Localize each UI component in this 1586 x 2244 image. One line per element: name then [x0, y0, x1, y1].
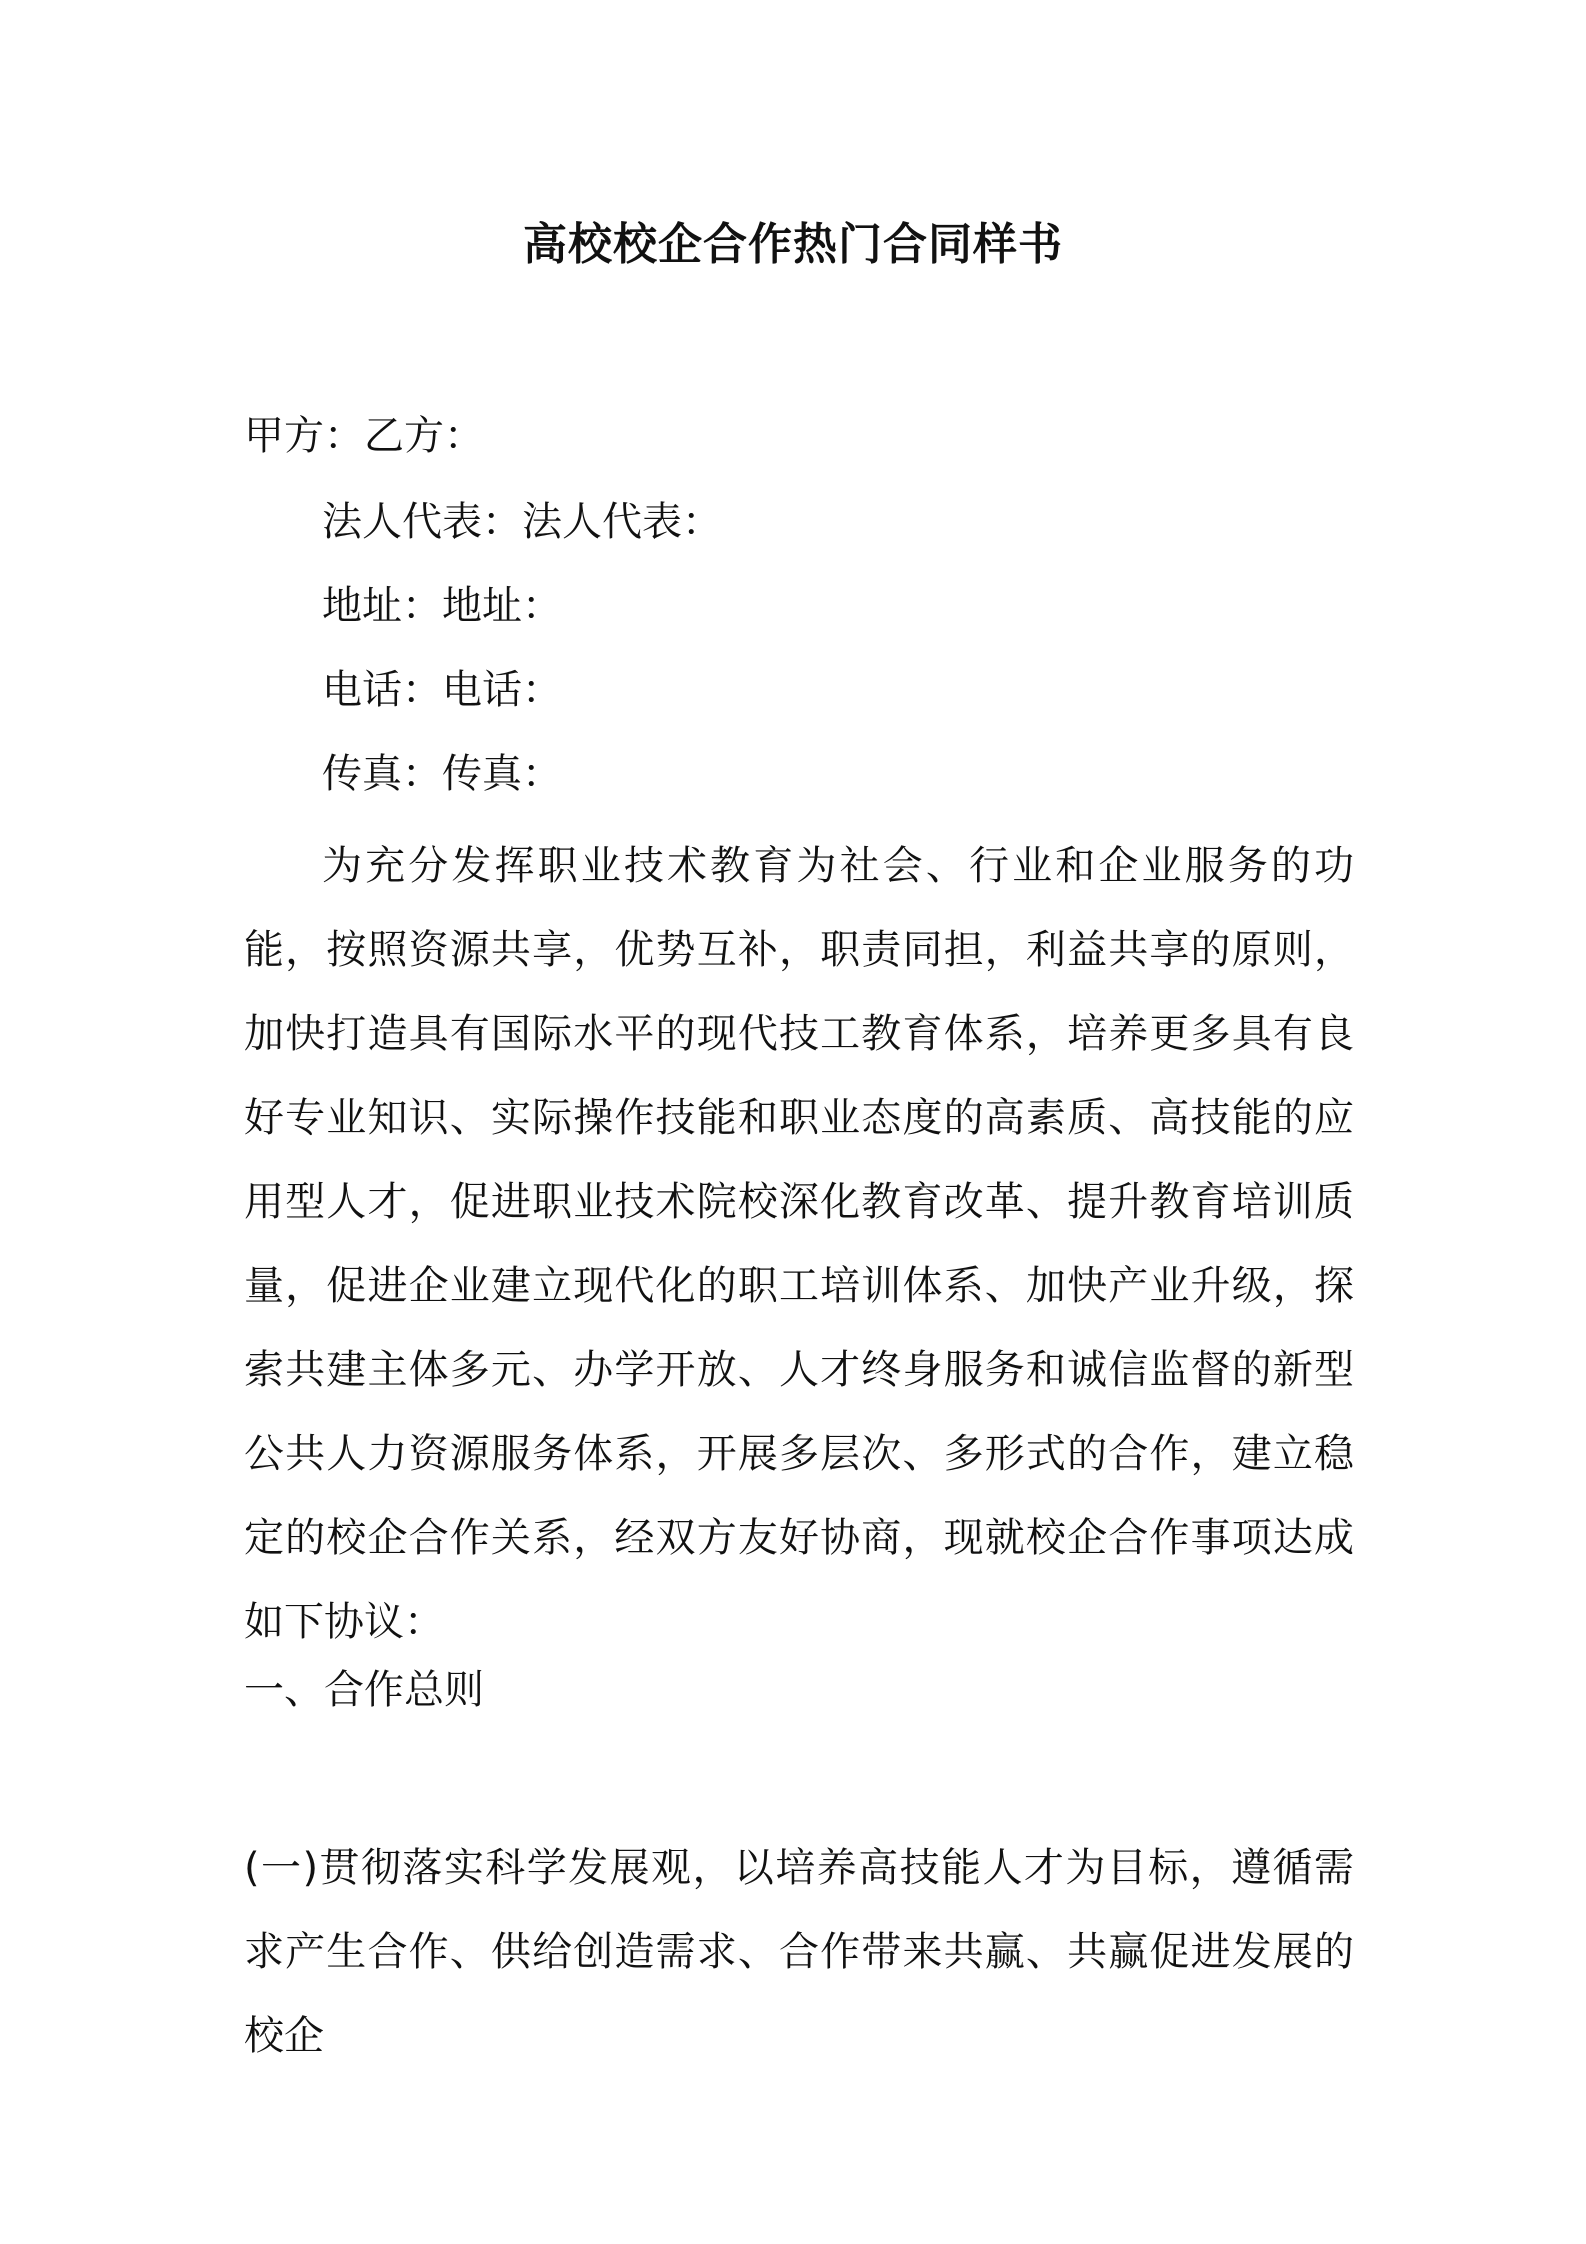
- document-title: 高校校企合作热门合同样书: [523, 219, 1063, 270]
- clause-1-paragraph: (一)贯彻落实科学发展观，以培养高技能人才为目标，遵循需求产生合作、供给创造需求、合作带来共赢、共赢促进发展的校企: [244, 1845, 1354, 2059]
- section-heading-general-principles: 一、合作总则: [244, 1667, 484, 1713]
- address-line: 地址：地址：: [322, 583, 562, 629]
- fax-line: 传真：传真：: [322, 751, 562, 797]
- party-line: 甲方：乙方：: [244, 413, 484, 459]
- phone-line: 电话：电话：: [322, 667, 562, 713]
- legal-representative-line: 法人代表：法人代表：: [322, 499, 722, 545]
- intro-paragraph: 为充分发挥职业技术教育为社会、行业和企业服务的功能，按照资源共享，优势互补，职责同担，利益共享的原则，加快打造具有国际水平的现代技工教育体系，培养更多具有良好专业知识、实际操作技能和职业态度的高素质、高技能的应用型人才，促进职业技术院校深化教育改革、提升教育培训质量，促进企业建立现代化的职工培训体系、加快产业升级，探索共建主体多元、办学开放、人才终身服务和诚信监督的新型公共人力资源服务体系，开展多层次、多形式的合作，建立稳定的校企合作关系，经双方友好协商，现就校企合作事项达成如下协议：: [244, 843, 1354, 1645]
